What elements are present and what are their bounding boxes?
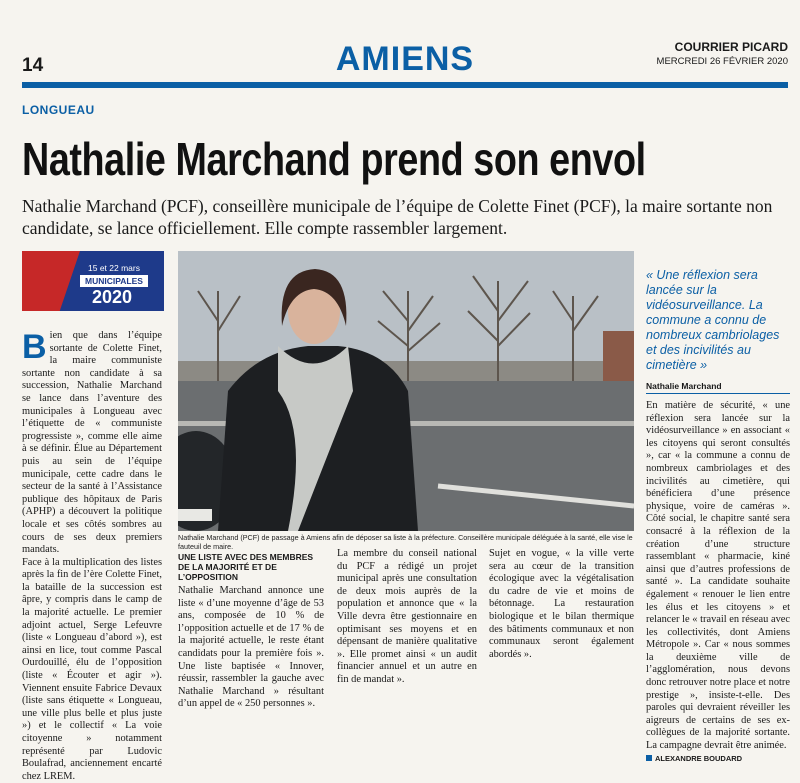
article-column-4	[489, 548, 634, 661]
article-column-1	[22, 330, 162, 783]
badge-year: 2020	[92, 287, 133, 307]
article-standfirst: Nathalie Marchand (PCF), conseillère municipale de l’équipe de Colette Finet (PCF), la maire sortante non candidate, se lance officiellement. Elle compte rassembler largement.	[22, 196, 773, 238]
badge-flag-shape	[22, 251, 80, 311]
article-subhead: UNE LISTE AVEC DES MEMBRES DE LA MAJORITÉ ET DE L’OPPOSITION	[178, 552, 314, 582]
paragraph-succession: Face à la multiplication des listes après la fin de l’ère Colette Finet, la bataille de la succession est âpre, y compris dans le camp de la majorité actuelle. Le premier adjoint actuel, Serge Lefeuvre (liste « Longueau d’abord »), est ainsi en lice, tout comme Pascal Ourdouillé, élu de l’opposition (liste « Écouter et agir »). Viennent ensuite Fabrice Devaux (liste sans étiquette « Longueau, une ville plus belle et plus juste ») et le collectif « La voie citoyenne » notamment représenté par Ludovic Boulafrad, anciennement encarté chez LREM.	[22, 556, 162, 782]
paragraph-security: En matière de sécurité, « une réflexion sera lancée sur la vidéosurveillance » en associant « les citoyens qui seront consultés », car « la commune a connu de nombreux cambriolages et des incivilités au cimetière, qui bénéficiera d’une présence physique, voire de caméras ». Côté social, le chapitre santé sera consacré à la réflexion de la création d’une structure rassemblant « pharmacie, kiné ainsi que d’autres professions de santé ». La candidate souhaite également « renouer le lien entre les élus et les citoyens » et relancer le « travail en réseau avec les collectivités, dont Amiens Métropole ». Car « nous sommes la deuxième ville de l’agglomération, nous devons donc retrouver notre place et notre prestige », insiste-t-elle. Des paroles qui devraient réveiller les aigreurs de certains de ses ex-collègues de la majorité sortante. La campagne devrait être animée.	[646, 400, 790, 752]
drop-cap: B	[22, 328, 47, 366]
newspaper-name: COURRIER PICARD	[674, 40, 788, 54]
pull-quote: « Une réflexion sera lancée sur la vidéosurveillance. La commune a connu de nombreux cambriolages et des incivilités au cimetière »	[646, 268, 780, 372]
paragraph-green: Sujet en vogue, « la ville verte sera au cœur de la transition écologique avec la végétalisation du cadre de vie et moins de bétonnage. La restauration biologique et le bilan thermique des bâtiments communaux et non communaux seront également abordés ».	[489, 548, 634, 660]
article-photo	[178, 251, 634, 531]
header-rule	[22, 82, 788, 88]
byline-square-icon	[646, 755, 652, 761]
paragraph-intro: ien que dans l’équipe sortante de Colette Finet, la maire communiste sortante non candidate à sa succession, Nathalie Marchand se lance dans l’aventure des municipales à Longueau avec l’étiquette de « communiste progressiste », comme elle aime à se définir. Élue au Département puis au sein de l’équipe municipale, cette cadre dans le secteur de la santé à l’Assistance publique des hôpitaux de Paris (APHP) a découvert la politique locale et ses côtés sombres au cours de ses deux premiers mandats.	[22, 330, 162, 556]
photo-caption: Nathalie Marchand (PCF) de passage à Amiens afin de déposer sa liste à la préfecture. Conseillère municipale déléguée à la santé, elle vise le fauteuil de maire.	[178, 533, 633, 551]
municipales-badge	[22, 251, 164, 311]
badge-label: MUNICIPALES	[80, 275, 148, 287]
photo-illustration	[178, 251, 634, 531]
article-column-2	[178, 548, 324, 711]
article-column-3	[337, 548, 477, 687]
paragraph-list: Nathalie Marchand annonce une liste « d’une moyenne d’âge de 53 ans, composée de 10 % de l’opposition actuelle et de 17 % de la majorité actuelle, le reste étant candidats pour la première fois ». Une liste baptisée « Innover, réussir, rassembler la gauche avec Nathalie Marchand » résultant d’un appel de « 250 personnes ».	[178, 585, 324, 710]
byline-author: ALEXANDRE BOUDARD	[655, 753, 743, 763]
byline	[646, 753, 790, 766]
article-kicker: LONGUEAU	[22, 103, 95, 117]
page-number: 14	[22, 55, 44, 76]
issue-date: MERCREDI 26 FÉVRIER 2020	[656, 56, 788, 67]
article-column-5	[646, 400, 790, 765]
masthead	[657, 40, 788, 67]
badge-dates: 15 et 22 mars	[88, 263, 140, 273]
paragraph-project: La membre du conseil national du PCF a rédigé un projet municipal après une consultation de deux mois auprès de la population et annonce que « la Ville devra être gestionnaire en optimisant ses moyens et en dépensant de manière qualitative ». Elle promet ainsi « un audit financier annuel et un autre en fin de mandat ».	[337, 548, 477, 685]
article-headline: Nathalie Marchand prend son envol	[22, 133, 646, 185]
pull-quote-rule	[646, 393, 790, 394]
section-title: AMIENS	[335, 40, 475, 78]
pull-quote-author: Nathalie Marchand	[646, 381, 722, 391]
